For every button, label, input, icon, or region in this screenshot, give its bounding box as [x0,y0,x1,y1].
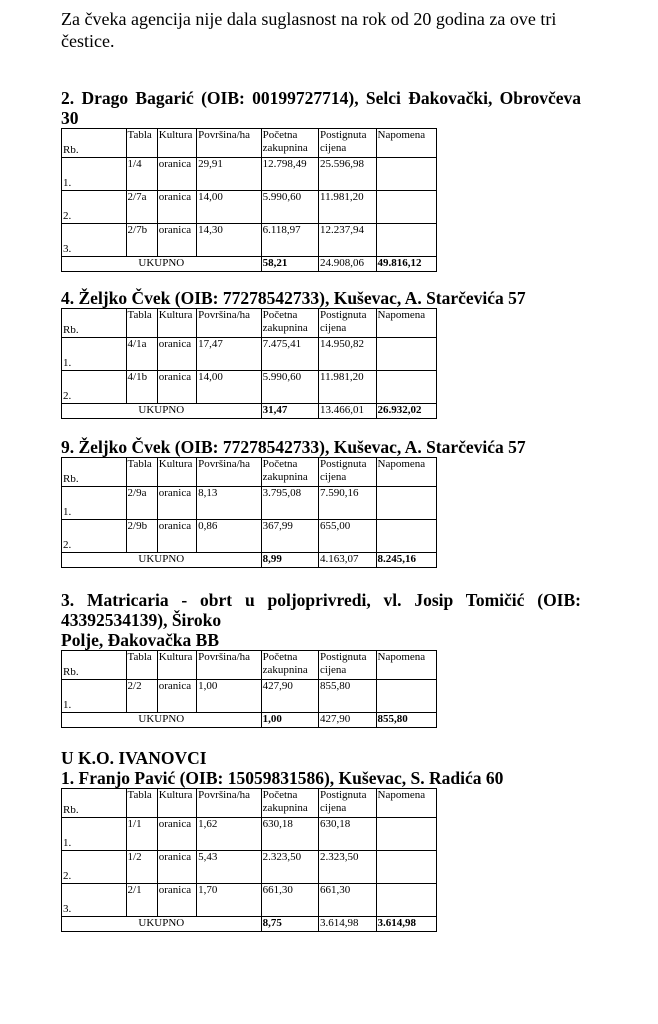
column-header-tabla: Tabla [126,651,157,680]
total-achieved-price: 855,80 [376,713,437,728]
row-number: 2. [62,191,127,224]
column-header-pocetna: Početna zakupnina [261,309,318,338]
cell-napomena [376,818,437,851]
column-header-napomena: Napomena [376,309,437,338]
column-header-rb: Rb. [62,458,127,487]
cell-povrsina: 1,62 [197,818,262,851]
lessee-heading-cont: Polje, Đakovačka BB [61,630,219,650]
parcel-block [61,437,601,568]
column-header-postignuta: Postignuta cijena [319,309,376,338]
cell-postignuta: 11.981,20 [319,191,376,224]
table-row [62,884,437,917]
cell-kultura: oranica [157,487,196,520]
cell-pocetna: 5.990,60 [261,191,318,224]
column-header-tabla: Tabla [126,458,157,487]
column-header-pocetna: Početna zakupnina [261,789,318,818]
row-number: 2. [62,851,127,884]
cell-tabla: 2/9a [126,487,157,520]
total-achieved-price: 49.816,12 [376,257,437,272]
lessee-heading: 3. Matricaria - obrt u poljoprivredi, vl. Josip Tomičić (OIB: 43392534139), Široko [61,590,581,630]
cell-povrsina: 14,30 [197,224,262,257]
column-header-napomena: Napomena [376,789,437,818]
total-starting-rent: 4.163,07 [319,553,376,568]
total-row [62,553,437,568]
table-row [62,520,437,553]
column-header-napomena: Napomena [376,458,437,487]
column-header-pocetna: Početna zakupnina [261,651,318,680]
cell-tabla: 4/1a [126,338,157,371]
total-label: UKUPNO [62,917,262,932]
cell-kultura: oranica [157,224,196,257]
cell-povrsina: 14,00 [197,191,262,224]
cell-pocetna: 6.118,97 [261,224,318,257]
table-row [62,224,437,257]
lessee-heading: 4. Željko Čvek (OIB: 77278542733), Kuševac, A. Starčevića 57 [61,288,526,308]
cell-tabla: 2/1 [126,884,157,917]
cell-postignuta: 655,00 [319,520,376,553]
cell-napomena [376,851,437,884]
total-area: 31,47 [261,404,318,419]
column-header-kultura: Kultura [157,651,196,680]
table-row [62,851,437,884]
cell-tabla: 2/7a [126,191,157,224]
lessee-heading: 1. Franjo Pavić (OIB: 15059831586), Kuševac, S. Radića 60 [61,768,504,788]
document-page [61,8,601,932]
column-header-postignuta: Postignuta cijena [319,789,376,818]
column-header-pocetna: Početna zakupnina [261,129,318,158]
column-header-napomena: Napomena [376,129,437,158]
total-achieved-price: 26.932,02 [376,404,437,419]
cell-postignuta: 12.237,94 [319,224,376,257]
column-header-rb: Rb. [62,129,127,158]
parcel-blocks [61,88,601,932]
row-number: 1. [62,487,127,520]
cell-pocetna: 12.798,49 [261,158,318,191]
row-number: 3. [62,884,127,917]
cell-povrsina: 0,86 [197,520,262,553]
parcel-table [61,308,437,419]
column-header-rb: Rb. [62,309,127,338]
cell-postignuta: 25.596,98 [319,158,376,191]
total-achieved-price: 8.245,16 [376,553,437,568]
total-row [62,257,437,272]
cell-povrsina: 8,13 [197,487,262,520]
cell-tabla: 1/1 [126,818,157,851]
column-header-kultura: Kultura [157,789,196,818]
table-header-row [62,129,437,158]
cell-povrsina: 1,70 [197,884,262,917]
parcel-block [61,288,601,419]
column-header-povrsina: Površina/ha [197,789,262,818]
cell-povrsina: 14,00 [197,371,262,404]
table-row [62,338,437,371]
cell-tabla: 1/4 [126,158,157,191]
row-number: 2. [62,371,127,404]
total-label: UKUPNO [62,553,262,568]
cell-postignuta: 630,18 [319,818,376,851]
column-header-tabla: Tabla [126,129,157,158]
cell-kultura: oranica [157,371,196,404]
cell-pocetna: 5.990,60 [261,371,318,404]
row-number: 2. [62,520,127,553]
cell-pocetna: 3.795,08 [261,487,318,520]
table-row [62,158,437,191]
cell-postignuta: 11.981,20 [319,371,376,404]
column-header-povrsina: Površina/ha [197,458,262,487]
cell-kultura: oranica [157,158,196,191]
total-starting-rent: 3.614,98 [319,917,376,932]
parcel-block [61,88,601,272]
cell-napomena [376,158,437,191]
cell-pocetna: 630,18 [261,818,318,851]
total-starting-rent: 24.908,06 [319,257,376,272]
total-label: UKUPNO [62,257,262,272]
cell-kultura: oranica [157,191,196,224]
column-header-rb: Rb. [62,789,127,818]
parcel-table [61,788,437,932]
cell-napomena [376,338,437,371]
cell-postignuta: 7.590,16 [319,487,376,520]
column-header-kultura: Kultura [157,129,196,158]
column-header-postignuta: Postignuta cijena [319,129,376,158]
total-area: 58,21 [261,257,318,272]
cell-postignuta: 2.323,50 [319,851,376,884]
total-starting-rent: 427,90 [319,713,376,728]
table-row [62,371,437,404]
column-header-kultura: Kultura [157,309,196,338]
total-row [62,713,437,728]
total-row [62,404,437,419]
section-heading: U K.O. IVANOVCI [61,748,207,768]
cell-pocetna: 661,30 [261,884,318,917]
cell-napomena [376,371,437,404]
row-number: 1. [62,338,127,371]
cell-povrsina: 1,00 [197,680,262,713]
table-header-row [62,651,437,680]
cell-napomena [376,520,437,553]
parcel-table [61,650,437,728]
cell-postignuta: 14.950,82 [319,338,376,371]
cell-tabla: 2/9b [126,520,157,553]
table-header-row [62,458,437,487]
cell-napomena [376,884,437,917]
cell-kultura: oranica [157,338,196,371]
total-starting-rent: 13.466,01 [319,404,376,419]
cell-tabla: 2/2 [126,680,157,713]
column-header-napomena: Napomena [376,651,437,680]
table-header-row [62,789,437,818]
cell-povrsina: 5,43 [197,851,262,884]
column-header-tabla: Tabla [126,789,157,818]
cell-tabla: 2/7b [126,224,157,257]
table-row [62,818,437,851]
parcel-block [61,748,601,932]
column-header-tabla: Tabla [126,309,157,338]
cell-tabla: 4/1b [126,371,157,404]
cell-napomena [376,487,437,520]
parcel-table [61,457,437,568]
cell-kultura: oranica [157,520,196,553]
cell-tabla: 1/2 [126,851,157,884]
parcel-table [61,128,437,272]
cell-povrsina: 17,47 [197,338,262,371]
cell-povrsina: 29,91 [197,158,262,191]
cell-kultura: oranica [157,884,196,917]
cell-pocetna: 367,99 [261,520,318,553]
column-header-postignuta: Postignuta cijena [319,458,376,487]
total-label: UKUPNO [62,404,262,419]
total-area: 8,75 [261,917,318,932]
column-header-povrsina: Površina/ha [197,309,262,338]
total-area: 1,00 [261,713,318,728]
intro-paragraph: Za čveka agencija nije dala suglasnost na rok od 20 godina za ove tri čestice. [61,9,557,51]
total-achieved-price: 3.614,98 [376,917,437,932]
cell-pocetna: 2.323,50 [261,851,318,884]
cell-napomena [376,191,437,224]
row-number: 1. [62,158,127,191]
column-header-postignuta: Postignuta cijena [319,651,376,680]
table-row [62,680,437,713]
table-header-row [62,309,437,338]
lessee-heading: 9. Željko Čvek (OIB: 77278542733), Kuševac, A. Starčevića 57 [61,437,526,457]
table-row [62,191,437,224]
column-header-povrsina: Površina/ha [197,651,262,680]
table-row [62,487,437,520]
cell-postignuta: 661,30 [319,884,376,917]
cell-napomena [376,680,437,713]
parcel-block [61,590,601,728]
row-number: 1. [62,818,127,851]
row-number: 1. [62,680,127,713]
cell-pocetna: 7.475,41 [261,338,318,371]
cell-kultura: oranica [157,851,196,884]
lessee-heading: 2. Drago Bagarić (OIB: 00199727714), Selci Đakovački, Obrovčeva 30 [61,88,581,128]
total-label: UKUPNO [62,713,262,728]
cell-pocetna: 427,90 [261,680,318,713]
column-header-pocetna: Početna zakupnina [261,458,318,487]
cell-postignuta: 855,80 [319,680,376,713]
column-header-rb: Rb. [62,651,127,680]
column-header-povrsina: Površina/ha [197,129,262,158]
cell-kultura: oranica [157,680,196,713]
row-number: 3. [62,224,127,257]
total-row [62,917,437,932]
column-header-kultura: Kultura [157,458,196,487]
cell-napomena [376,224,437,257]
total-area: 8,99 [261,553,318,568]
cell-kultura: oranica [157,818,196,851]
